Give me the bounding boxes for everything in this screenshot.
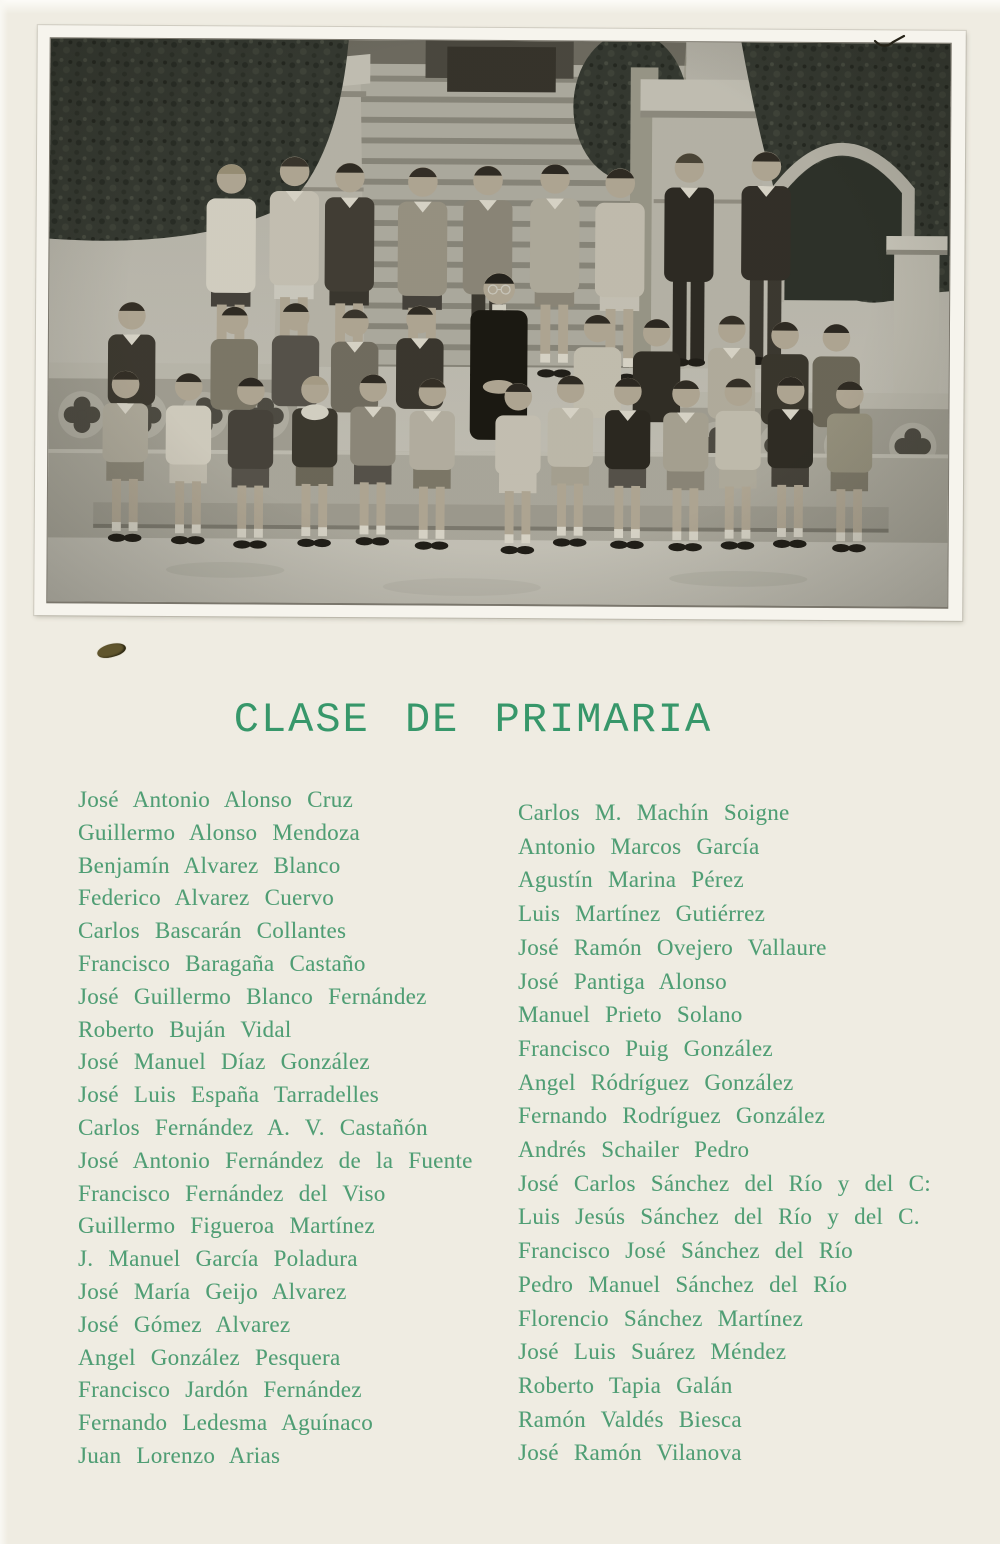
student-name: Carlos M. Machín Soigne: [518, 800, 790, 825]
student-name: Juan Lorenzo Arias: [78, 1442, 281, 1468]
student-name: Guillermo Figueroa Martínez: [78, 1213, 375, 1239]
student-name: José María Geijo Alvarez: [78, 1278, 347, 1304]
class-photo-scene: [47, 38, 950, 606]
student-name: José Luis Suárez Méndez: [518, 1339, 787, 1365]
student-name: Luis Martínez Gutiérrez: [518, 901, 766, 927]
student-name: Francisco Fernández del Viso: [78, 1180, 386, 1206]
student-name: Angel González Pesquera: [78, 1344, 341, 1370]
student-name: Florencio Sánchez Martínez: [518, 1305, 804, 1331]
student-name: Luis Jesús Sánchez del Río y del C.: [518, 1204, 920, 1230]
student-name: Roberto Tapia Galán: [518, 1372, 733, 1398]
scan-edge: [0, 0, 8, 1544]
student-name: Pedro Manuel Sánchez del Río: [518, 1271, 848, 1297]
student-name: Andrés Schailer Pedro: [518, 1137, 750, 1163]
student-name: Francisco Baragaña Castaño: [78, 950, 366, 976]
student-name: José Manuel Díaz González: [78, 1049, 370, 1075]
student-name: Antonio Marcos García: [518, 833, 760, 859]
class-photo: [34, 25, 966, 621]
student-name: Francisco Jardón Fernández: [78, 1377, 362, 1403]
name-list-right: [518, 796, 931, 1470]
name-list-left: [78, 784, 473, 1473]
student-name: José Luis España Tarradelles: [78, 1082, 379, 1108]
student-name: Francisco José Sánchez del Río: [518, 1238, 853, 1264]
class-photo-image: [46, 37, 951, 608]
student-name: Agustín Marina Pérez: [518, 867, 744, 893]
student-name: José Carlos Sánchez del Río y del C:: [518, 1170, 931, 1196]
student-name: Carlos Fernández A. V. Castañón: [78, 1114, 428, 1140]
pen-checkmark: [872, 33, 908, 53]
student-name: Guillermo Alonso Mendoza: [78, 819, 360, 845]
student-name: Benjamín Alvarez Blanco: [78, 852, 341, 878]
student-name: Fernando Rodríguez González: [518, 1103, 826, 1129]
student-name: Roberto Buján Vidal: [78, 1016, 292, 1042]
student-name: José Gómez Alvarez: [78, 1311, 291, 1337]
student-name: Ramón Valdés Biesca: [518, 1406, 742, 1432]
student-name: J. Manuel García Poladura: [78, 1246, 358, 1272]
student-name: José Ramón Vilanova: [518, 1440, 742, 1466]
student-name: José Pantiga Alonso: [518, 968, 727, 994]
student-name: José Antonio Fernández de la Fuente: [78, 1147, 473, 1173]
student-name: Manuel Prieto Solano: [518, 1002, 743, 1028]
student-name: José Antonio Alonso Cruz: [78, 787, 354, 812]
student-name: Fernando Ledesma Aguínaco: [78, 1410, 374, 1436]
student-name: José Guillermo Blanco Fernández: [78, 983, 427, 1009]
page-title: CLASE DE PRIMARIA: [233, 696, 713, 745]
student-name: Federico Alvarez Cuervo: [78, 885, 335, 911]
scan-edge: [0, 0, 1000, 14]
student-name: José Ramón Ovejero Vallaure: [518, 934, 827, 960]
student-name: Francisco Puig González: [518, 1035, 773, 1061]
student-name: Carlos Bascarán Collantes: [78, 918, 347, 944]
student-name: Angel Ródríguez González: [518, 1069, 794, 1095]
ink-smudge: [96, 640, 128, 661]
